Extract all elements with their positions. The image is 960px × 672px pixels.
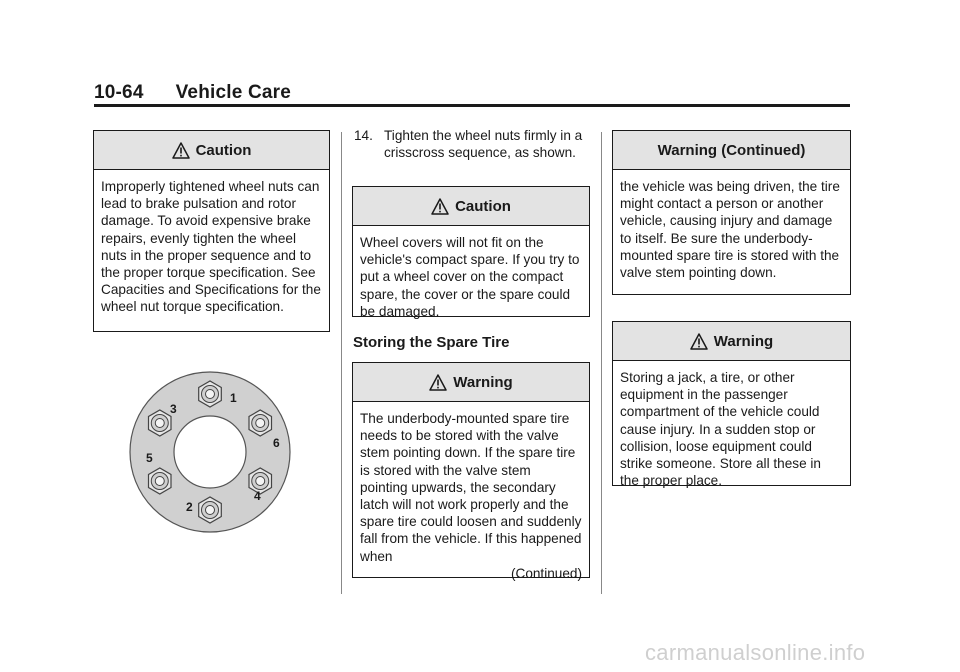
section-title: Vehicle Care xyxy=(175,82,292,103)
warning-header xyxy=(613,131,850,170)
step-number: 14. xyxy=(354,128,373,143)
warning-header xyxy=(353,363,589,402)
warning-triangle-icon xyxy=(429,374,447,391)
nut-sequence-label: 5 xyxy=(146,451,153,465)
wheel-nut xyxy=(149,410,172,436)
continued-label: (Continued) xyxy=(510,565,582,581)
page-header xyxy=(94,82,291,104)
column-divider-1 xyxy=(341,132,342,594)
wheel-nut xyxy=(149,468,172,494)
nut-sequence-label: 3 xyxy=(170,402,177,416)
warning-body: the vehicle was being driven, the tire might contact a person or another vehicle, causing injury and damage to itself. Be sure the underbody-mounted spare tire is stored with the valve stem pointing down. xyxy=(620,179,840,281)
wheel-nut-sequence-diagram xyxy=(128,370,296,538)
page-number: 10-64 xyxy=(94,82,144,103)
warning-body xyxy=(353,402,589,590)
wheel-nut xyxy=(199,381,222,407)
caution-body: Wheel covers will not fit on the vehicle's compact spare. If you try to put a wheel cover on the compact spare, the cover or the spare could be damaged. xyxy=(360,235,580,319)
warning-triangle-icon xyxy=(431,198,449,215)
warning-box-continued xyxy=(612,130,851,295)
warning-box-jack-storage xyxy=(612,321,851,489)
header-rule xyxy=(94,104,850,107)
nut-sequence-label: 1 xyxy=(230,391,237,405)
caution-box-wheel-nuts xyxy=(93,130,330,332)
caution-header xyxy=(353,187,589,226)
warning-triangle-icon xyxy=(690,333,708,350)
wheel-nut xyxy=(249,410,272,436)
step-14 xyxy=(354,128,590,161)
warning-text: The underbody-mounted spare tire needs to be stored with the valve stem pointing down. If the spare tire is stored with the valve stem pointing upwards, the secondary latch will not work properly and the spare tire could loosen and suddenly fall from the vehicle. If this happened when xyxy=(360,411,582,564)
warning-heading: Warning (Continued) xyxy=(657,141,806,159)
nut-sequence-label: 2 xyxy=(186,500,193,514)
warning-heading: Warning xyxy=(713,332,774,350)
caution-box-wheel-covers xyxy=(352,186,590,317)
warning-triangle-icon xyxy=(172,142,190,159)
caution-heading: Caution xyxy=(195,141,252,159)
caution-header xyxy=(94,131,329,170)
warning-header xyxy=(613,322,850,361)
caution-body: Improperly tightened wheel nuts can lead to brake pulsation and rotor damage. To avoid expensive brake repairs, evenly tighten the wheel nuts in the proper sequence and to the proper torque specification. See Capacities and Specifications for the wheel nut torque specification. xyxy=(101,179,321,315)
step-text: Tighten the wheel nuts firmly in a crisscross sequence, as shown. xyxy=(384,128,583,160)
column-divider-2 xyxy=(601,132,602,594)
wheel-nut xyxy=(199,497,222,523)
watermark: carmanualsonline.info xyxy=(645,640,866,665)
warning-body: Storing a jack, a tire, or other equipment in the passenger compartment of the vehicle could cause injury. In a sudden stop or collision, loose equipment could strike someone. Store all these in the proper place. xyxy=(620,370,821,489)
nut-sequence-label: 6 xyxy=(273,436,280,450)
caution-heading: Caution xyxy=(455,197,511,215)
storing-spare-tire-heading: Storing the Spare Tire xyxy=(353,334,510,351)
warning-heading: Warning xyxy=(453,373,513,391)
nut-sequence-label: 4 xyxy=(254,489,261,503)
warning-box-spare-tire xyxy=(352,362,590,581)
